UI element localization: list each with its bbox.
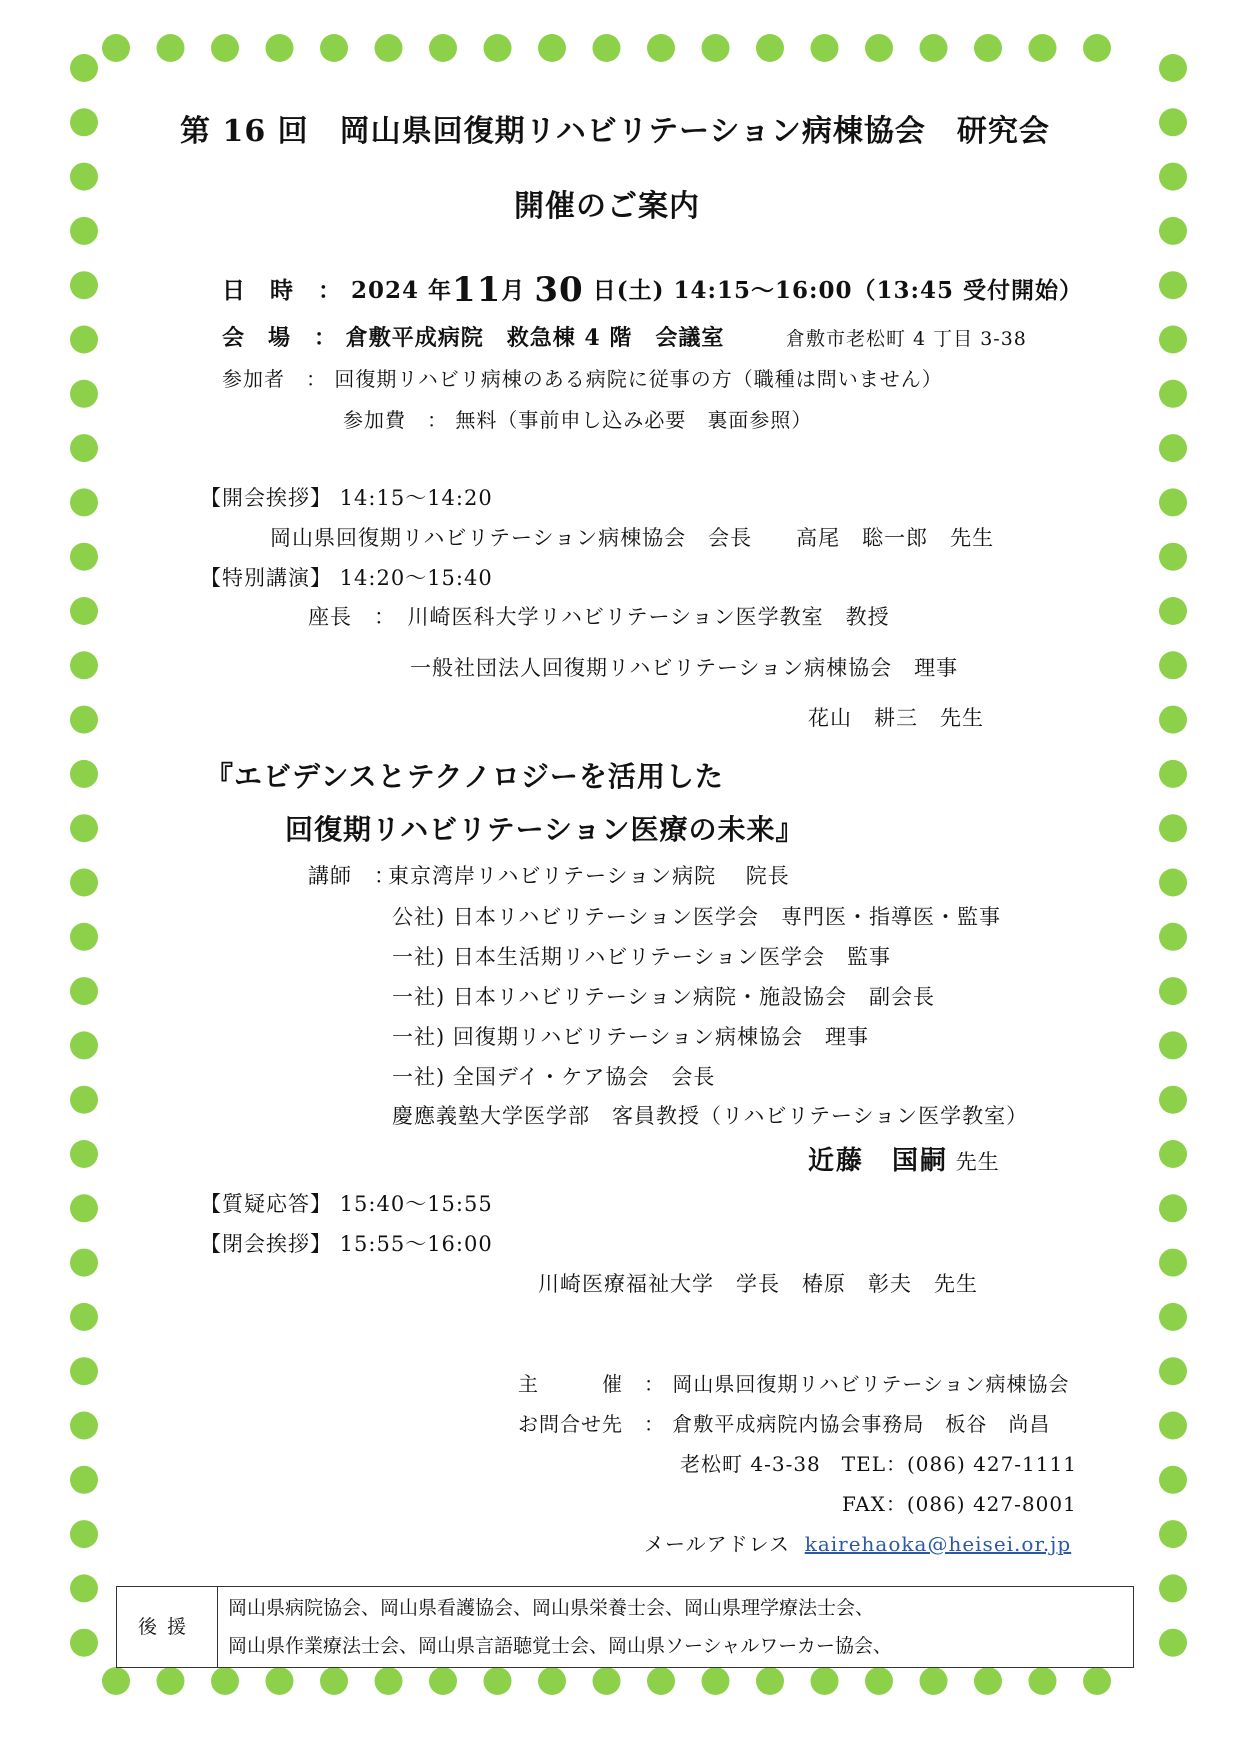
border-dot [375, 34, 403, 62]
lecturer-name-row [808, 1146, 1000, 1177]
border-dot [865, 1667, 893, 1695]
fee-row [343, 408, 812, 432]
datetime-month-unit: 月 [501, 277, 526, 304]
participants-label: 参加者 ： [222, 367, 327, 391]
border-dot [320, 1667, 348, 1695]
datetime-day-unit: 日(土) [592, 277, 665, 304]
border-dot [538, 1667, 566, 1695]
lecturer-label: 講師 ： [308, 864, 396, 888]
chair-line-2: 一般社団法人回復期リハビリテーション病棟協会 理事 [410, 656, 959, 680]
border-dot [1159, 597, 1187, 625]
mail-row [644, 1532, 1071, 1556]
border-dot [70, 488, 98, 516]
qa-label: 【質疑応答】 15:40～15:55 [200, 1192, 493, 1216]
special-lecture-label: 【特別講演】 14:20～15:40 [200, 566, 493, 590]
border-dot [266, 1667, 294, 1695]
border-dot [211, 1667, 239, 1695]
border-dot [1029, 34, 1057, 62]
border-dot [1159, 271, 1187, 299]
border-dot [1159, 543, 1187, 571]
border-dot [920, 34, 948, 62]
border-dot [1159, 706, 1187, 734]
border-dot [1159, 326, 1187, 354]
border-dot [1159, 1303, 1187, 1331]
border-dot [484, 34, 512, 62]
border-dot [1083, 1667, 1111, 1695]
border-dot [1159, 434, 1187, 462]
border-dot [211, 34, 239, 62]
support-line-2: 岡山県作業療法士会、岡山県言語聴覚士会、岡山県ソーシャルワーカー協会、 [228, 1635, 892, 1657]
page-title: 第 16 回 岡山県回復期リハビリテーション病棟協会 研究会 [180, 114, 1050, 149]
border-dot [157, 1667, 185, 1695]
border-dot [70, 1466, 98, 1494]
lecturer-role: 一社) 日本生活期リハビリテーション医学会 監事 [392, 945, 891, 969]
border-dot [1159, 1357, 1187, 1385]
border-dot [1159, 814, 1187, 842]
mail-label: メールアドレス [644, 1532, 790, 1556]
border-dot [70, 1086, 98, 1114]
host-value: 岡山県回復期リハビリテーション病棟協会 [672, 1372, 1070, 1396]
chair-line-1: 座長 ： 川崎医科大学リハビリテーション医学教室 教授 [308, 605, 890, 629]
border-dot [429, 1667, 457, 1695]
closing-speaker: 川崎医療福祉大学 学長 椿原 彰夫 先生 [538, 1272, 978, 1296]
border-dot [974, 34, 1002, 62]
border-dot [811, 34, 839, 62]
fee-label: 参加費 ： [343, 408, 448, 432]
border-dot [70, 1194, 98, 1222]
border-dot [429, 34, 457, 62]
border-dot [756, 1667, 784, 1695]
closing-label: 【閉会挨拶】 15:55～16:00 [200, 1232, 493, 1256]
border-dot [70, 1031, 98, 1059]
border-dot [593, 1667, 621, 1695]
border-dot [1159, 923, 1187, 951]
border-dot [1159, 217, 1187, 245]
lecturer-role: 一社) 全国デイ・ケア協会 会長 [392, 1065, 716, 1089]
border-dot [484, 1667, 512, 1695]
border-dot [920, 1667, 948, 1695]
support-table [116, 1586, 1134, 1668]
border-dot [1159, 1249, 1187, 1277]
border-dot [70, 597, 98, 625]
venue-row [222, 325, 724, 351]
border-dot [70, 1520, 98, 1548]
support-organizations [218, 1587, 1134, 1668]
border-dot [70, 814, 98, 842]
border-dot [1159, 1412, 1187, 1440]
contact-fax: FAX：(086) 427-8001 [842, 1492, 1077, 1516]
border-dot [1159, 1140, 1187, 1168]
border-dot [102, 1667, 130, 1695]
border-dot [647, 34, 675, 62]
lecture-title-2: 回復期リハビリテーション医療の未来』 [285, 813, 805, 846]
support-label: 後援 [117, 1587, 218, 1668]
border-dot [647, 1667, 675, 1695]
border-dot [1159, 1086, 1187, 1114]
datetime-month: 11 [452, 270, 502, 310]
border-dot [1159, 1574, 1187, 1602]
border-dot [70, 1357, 98, 1385]
border-dot [1159, 1629, 1187, 1657]
border-dot [70, 869, 98, 897]
participants-row [222, 367, 943, 391]
lecturer-name: 近藤 国嗣 [808, 1146, 949, 1176]
border-dot [70, 1303, 98, 1331]
border-dot [865, 34, 893, 62]
fee-value: 無料（事前申し込み必要 裏面参照） [455, 408, 813, 432]
border-dot [1159, 488, 1187, 516]
border-dot [538, 34, 566, 62]
lecturer-role: 公社) 日本リハビリテーション医学会 専門医・指導医・監事 [392, 905, 1001, 929]
border-dot [70, 977, 98, 1005]
datetime-year: 2024 年 [351, 277, 453, 304]
datetime-row [222, 270, 1083, 311]
border-dot [70, 1574, 98, 1602]
border-dot [1159, 1520, 1187, 1548]
venue-address: 倉敷市老松町 4 丁目 3-38 [786, 328, 1027, 350]
border-dot [1159, 108, 1187, 136]
border-dot [102, 34, 130, 62]
border-dot [70, 108, 98, 136]
border-dot [702, 1667, 730, 1695]
datetime-time: 14:15～16:00（13:45 受付開始） [673, 277, 1084, 304]
datetime-day: 30 [534, 270, 584, 310]
border-dot [266, 34, 294, 62]
border-dot [70, 1249, 98, 1277]
chair-name: 花山 耕三 先生 [808, 706, 984, 730]
datetime-label: 日 時 ： [222, 277, 342, 304]
border-dot [1159, 54, 1187, 82]
venue-name: 倉敷平成病院 救急棟 4 階 会議室 [345, 325, 725, 351]
lecturer-role: 東京湾岸リハビリテーション病院 院長 [388, 864, 790, 888]
border-dot [70, 217, 98, 245]
border-dot [70, 1629, 98, 1657]
host-row [518, 1372, 1070, 1396]
mail-link[interactable]: kairehaoka@heisei.or.jp [804, 1532, 1072, 1556]
contact-value: 倉敷平成病院内協会事務局 板谷 尚昌 [672, 1412, 1051, 1436]
border-dot [70, 326, 98, 354]
border-dot [1159, 1194, 1187, 1222]
border-dot [1159, 1466, 1187, 1494]
border-dot [811, 1667, 839, 1695]
border-dot [756, 34, 784, 62]
lecturer-role: 一社) 回復期リハビリテーション病棟協会 理事 [392, 1025, 869, 1049]
border-dot [1159, 977, 1187, 1005]
border-dot [157, 34, 185, 62]
border-dot [70, 651, 98, 679]
border-dot [70, 1140, 98, 1168]
lecturer-role: 慶應義塾大学医学部 客員教授（リハビリテーション医学教室） [392, 1104, 1029, 1128]
support-line-1: 岡山県病院協会、岡山県看護協会、岡山県栄養士会、岡山県理学療法士会、 [228, 1597, 875, 1619]
host-label: 主 催 ： [518, 1372, 665, 1396]
border-dot [70, 380, 98, 408]
border-dot [1083, 34, 1111, 62]
border-dot [375, 1667, 403, 1695]
lecturer-role: 一社) 日本リハビリテーション病院・施設協会 副会長 [392, 985, 935, 1009]
border-dot [974, 1667, 1002, 1695]
venue-label: 会 場 ： [222, 325, 338, 351]
border-dot [70, 923, 98, 951]
contact-label: お問合せ先 ： [518, 1412, 665, 1436]
border-dot [70, 271, 98, 299]
contact-address: 老松町 4-3-38 TEL：(086) 427-1111 [680, 1452, 1077, 1476]
participants-value: 回復期リハビリ病棟のある病院に従事の方（職種は問いません） [334, 367, 943, 391]
border-dot [320, 34, 348, 62]
border-dot [1029, 1667, 1057, 1695]
border-dot [70, 434, 98, 462]
lecture-title-1: 『エビデンスとテクノロジーを活用した [205, 760, 724, 793]
border-dot [1159, 1031, 1187, 1059]
border-dot [70, 706, 98, 734]
lecturer-suffix: 先生 [955, 1150, 1000, 1174]
contact-row [518, 1412, 1050, 1436]
border-dot [1159, 869, 1187, 897]
border-dot [1159, 651, 1187, 679]
border-dot [1159, 163, 1187, 191]
border-dot [702, 34, 730, 62]
border-dot [70, 543, 98, 571]
border-dot [1159, 380, 1187, 408]
opening-label: 【開会挨拶】 14:15～14:20 [200, 486, 493, 510]
border-dot [70, 1412, 98, 1440]
border-dot [70, 163, 98, 191]
border-dot [593, 34, 621, 62]
page-subtitle: 開催のご案内 [514, 189, 700, 224]
border-dot [1159, 760, 1187, 788]
opening-speaker: 岡山県回復期リハビリテーション病棟協会 会長 高尾 聡一郎 先生 [270, 526, 995, 550]
border-dot [70, 760, 98, 788]
border-dot [70, 54, 98, 82]
